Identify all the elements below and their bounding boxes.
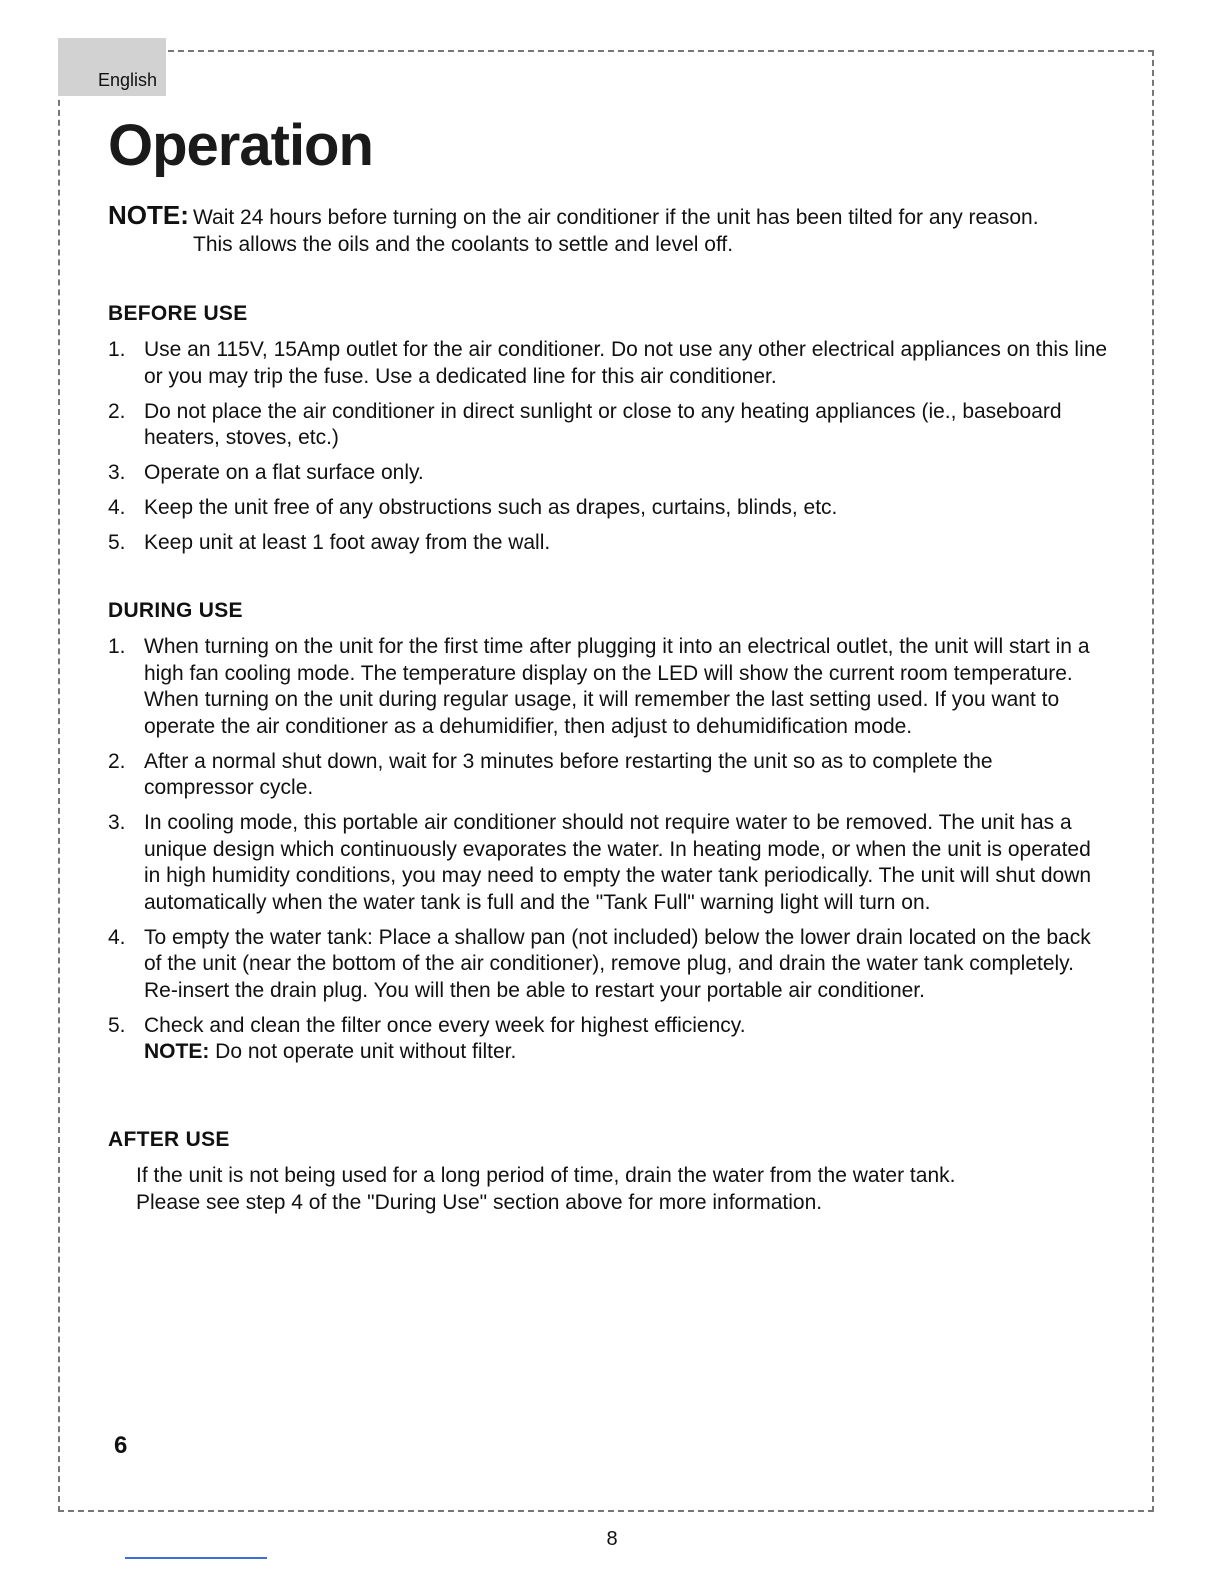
item-number: 1. <box>108 338 126 361</box>
item-number: 5. <box>108 531 126 554</box>
item-text: After a normal shut down, wait for 3 minutes before restarting the unit so as to complete the compressor cycle. <box>144 749 993 799</box>
item-number: 2. <box>108 749 126 773</box>
note-line-2: This allows the oils and the coolants to settle and level off. <box>193 233 734 256</box>
link-underline[interactable] <box>125 1557 267 1559</box>
item-number: 2. <box>108 399 126 423</box>
manual-page-number: 6 <box>114 1432 128 1459</box>
list-item <box>108 530 1108 557</box>
item-number: 3. <box>108 461 126 484</box>
list-item <box>108 1013 1108 1066</box>
language-tab <box>58 38 166 96</box>
list-item <box>108 925 1108 1005</box>
list-item <box>108 495 1108 522</box>
before-use-heading: BEFORE USE <box>108 302 248 325</box>
filter-note-text: Do not operate unit without filter. <box>215 1040 517 1063</box>
item-number: 3. <box>108 811 126 834</box>
during-use-list <box>108 634 1108 1074</box>
page-title: Operation <box>108 113 373 178</box>
item-text: Check and clean the filter once every week for highest efficiency. <box>144 1013 746 1037</box>
during-use-heading: DURING USE <box>108 599 243 622</box>
item-text: When turning on the unit for the first time after plugging it into an electrical outlet, the unit will start in a high fan cooling mode. The temperature display on the LED will show the current room temperature. When turning on the unit during regular usage, it will remember the last setting used. If you want to operate the air conditioner as a dehumidifier, then adjust to dehumidification mode. <box>144 635 1090 738</box>
item-text: Keep unit at least 1 foot away from the wall. <box>144 531 551 554</box>
after-use-heading: AFTER USE <box>108 1128 230 1151</box>
pdf-page-number: 8 <box>606 1528 618 1550</box>
item-number: 5. <box>108 1013 126 1037</box>
note-line-1: Wait 24 hours before turning on the air conditioner if the unit has been tilted for any reason. <box>193 206 1039 229</box>
filter-note-label: NOTE: <box>144 1040 210 1063</box>
item-text: Do not place the air conditioner in direct sunlight or close to any heating appliances (ie., baseboard heaters, stoves, etc.) <box>144 399 1062 449</box>
item-text: In cooling mode, this portable air conditioner should not require water to be removed. The unit has a unique design which continuously evaporates the water. In heating mode, or when the unit is operated in high humidity conditions, you may need to empty the water tank periodically. The unit will shut down automatically when the water tank is full and the "Tank Full" warning light will turn on. <box>144 811 1092 914</box>
item-text: Use an 115V, 15Amp outlet for the air conditioner. Do not use any other electrical appliances on this line or you may trip the fuse. Use a dedicated line for this air conditioner. <box>144 338 1108 388</box>
after-use-line-2: Please see step 4 of the "During Use" section above for more information. <box>136 1191 823 1214</box>
list-item <box>108 634 1108 740</box>
list-item <box>108 810 1108 916</box>
after-use-text <box>136 1162 1096 1216</box>
list-item <box>108 460 1108 487</box>
item-number: 4. <box>108 925 126 949</box>
item-text: To empty the water tank: Place a shallow pan (not included) below the lower drain located on the back of the unit (near the bottom of the air conditioner), remove plug, and drain the water tank completely. Re-insert the drain plug. You will then be able to restart your portable air conditioner. <box>144 925 1091 1002</box>
before-use-list <box>108 337 1108 565</box>
note-label: NOTE: <box>108 200 189 230</box>
list-item <box>108 399 1108 452</box>
item-text: Keep the unit free of any obstructions such as drapes, curtains, blinds, etc. <box>144 496 838 519</box>
language-label: English <box>98 70 158 90</box>
item-text: Operate on a flat surface only. <box>144 461 424 484</box>
item-number: 1. <box>108 635 126 658</box>
item-number: 4. <box>108 496 126 519</box>
tilt-note <box>108 200 1118 258</box>
after-use-line-1: If the unit is not being used for a long period of time, drain the water from the water tank. <box>136 1164 956 1187</box>
list-item <box>108 337 1108 390</box>
list-item <box>108 749 1108 802</box>
